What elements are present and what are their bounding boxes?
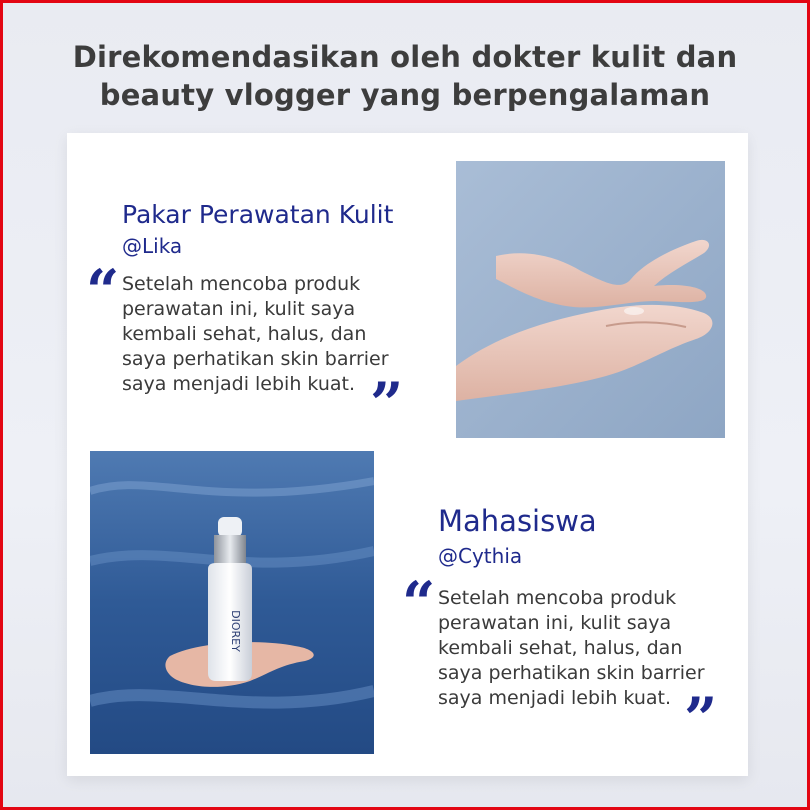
quote-line: kembali sehat, halus, dan	[122, 323, 367, 345]
testimonial-1-role: Pakar Perawatan Kulit	[122, 200, 394, 229]
close-quote-icon: ”	[370, 370, 404, 438]
headline-line-2: beauty vlogger yang berpengalaman	[99, 78, 711, 112]
serum-bottle-photo	[90, 451, 374, 754]
quote-line: kembali sehat, halus, dan	[438, 637, 683, 659]
quote-line: perawatan ini, kulit saya	[438, 612, 672, 634]
headline-line-1: Direkomendasikan oleh dokter kulit dan	[72, 40, 738, 74]
quote-line: Setelah mencoba produk	[438, 587, 677, 609]
testimonial-2-handle: @Cythia	[438, 544, 523, 568]
bottle-brand-text: DIOREY	[229, 610, 242, 652]
quote-line: saya perhatikan skin barrier	[122, 348, 389, 370]
testimonial-1-quote	[122, 272, 389, 397]
close-quote-icon: ”	[684, 685, 718, 753]
open-quote-icon: “	[402, 569, 436, 637]
quote-line: saya menjadi lebih kuat.	[122, 373, 355, 395]
page-headline	[0, 38, 810, 114]
open-quote-icon: “	[86, 257, 120, 325]
quote-line: perawatan ini, kulit saya	[122, 298, 356, 320]
quote-line: Setelah mencoba produk	[122, 273, 361, 295]
hands-applying-serum-photo	[456, 161, 725, 438]
quote-line: saya menjadi lebih kuat.	[438, 687, 671, 709]
testimonial-2-role: Mahasiswa	[438, 504, 597, 538]
testimonial-1-handle: @Lika	[122, 234, 183, 258]
quote-line: saya perhatikan skin barrier	[438, 662, 705, 684]
testimonial-2-quote	[438, 586, 705, 711]
